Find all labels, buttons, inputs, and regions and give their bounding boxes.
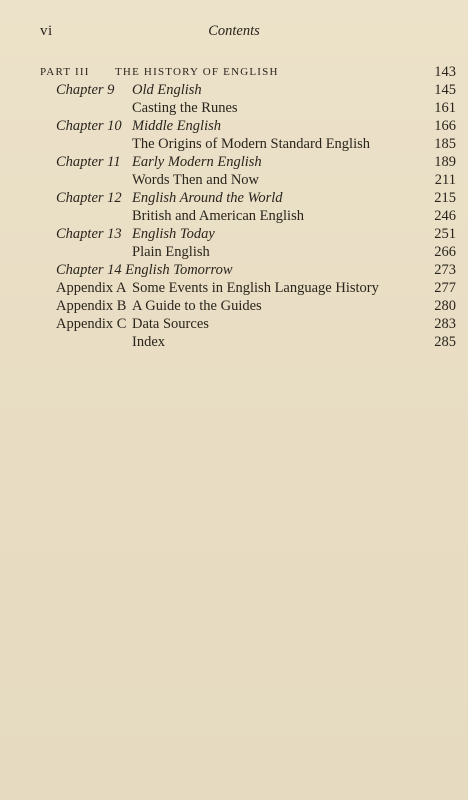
page-number: 246 [434, 208, 456, 224]
page-number: 251 [434, 226, 456, 242]
section-title: The Origins of Modern Standard English [132, 136, 371, 152]
toc-appendix-entry [0, 315, 468, 333]
chapter-title: Old English [132, 82, 202, 98]
running-title: Contents [208, 23, 260, 39]
appendix-label: Appendix B [56, 298, 127, 314]
appendix-title: A Guide to the Guides [132, 298, 262, 314]
page-number: 189 [434, 154, 456, 170]
part-title: THE HISTORY OF ENGLISH [115, 66, 279, 78]
toc-part-heading [0, 63, 468, 81]
appendix-label: Appendix A [56, 280, 127, 296]
chapter-label: Chapter 11 [56, 154, 121, 170]
page-number: 215 [434, 190, 456, 206]
page-number: 285 [434, 334, 456, 350]
page-number: 143 [434, 64, 456, 80]
section-title: Casting the Runes [132, 100, 238, 116]
page-number: 145 [434, 82, 456, 98]
chapter-title: English Today [132, 226, 215, 242]
chapter-title: Early Modern English [132, 154, 262, 170]
part-label: PART III [40, 66, 90, 78]
page-number: 273 [434, 262, 456, 278]
page-number: 211 [434, 172, 456, 188]
page-number: 277 [434, 280, 456, 296]
chapter-label: Chapter 13 [56, 226, 122, 242]
page-number: 185 [434, 136, 456, 152]
page-number: 283 [434, 316, 456, 332]
chapter-label: Chapter 10 [56, 118, 122, 134]
toc-appendix-entry [0, 279, 468, 297]
chapter-title: English Around the World [132, 190, 283, 206]
toc-appendix-entry [0, 297, 468, 315]
appendix-title: Some Events in English Language History [132, 280, 379, 296]
page-number: 266 [434, 244, 456, 260]
toc-section-entry [0, 135, 468, 153]
page-number: 166 [434, 118, 456, 134]
section-title: Index [132, 334, 166, 350]
toc-chapter-entry [0, 189, 468, 207]
chapter-label: Chapter 12 [56, 190, 122, 206]
appendix-label: Appendix C [56, 316, 127, 332]
section-title: British and American English [132, 208, 304, 224]
section-title: Plain English [132, 244, 210, 260]
toc-chapter-entry [0, 117, 468, 135]
page-folio: vi [40, 23, 53, 39]
page-number: 161 [434, 100, 456, 116]
toc-section-entry [0, 207, 468, 225]
appendix-title: Data Sources [132, 316, 209, 332]
chapter-label: Chapter 14 English Tomorrow [56, 262, 233, 278]
toc-section-entry [0, 171, 468, 189]
toc-chapter-entry [0, 225, 468, 243]
toc-section-entry [0, 243, 468, 261]
page-number: 280 [434, 298, 456, 314]
toc-chapter-entry [0, 81, 468, 99]
chapter-label: Chapter 9 [56, 82, 115, 98]
section-title: Words Then and Now [132, 172, 260, 188]
toc-section-entry [0, 99, 468, 117]
toc-section-entry [0, 333, 468, 351]
toc-chapter-entry [0, 153, 468, 171]
chapter-title: Middle English [132, 118, 222, 134]
toc-chapter-entry [0, 261, 468, 279]
